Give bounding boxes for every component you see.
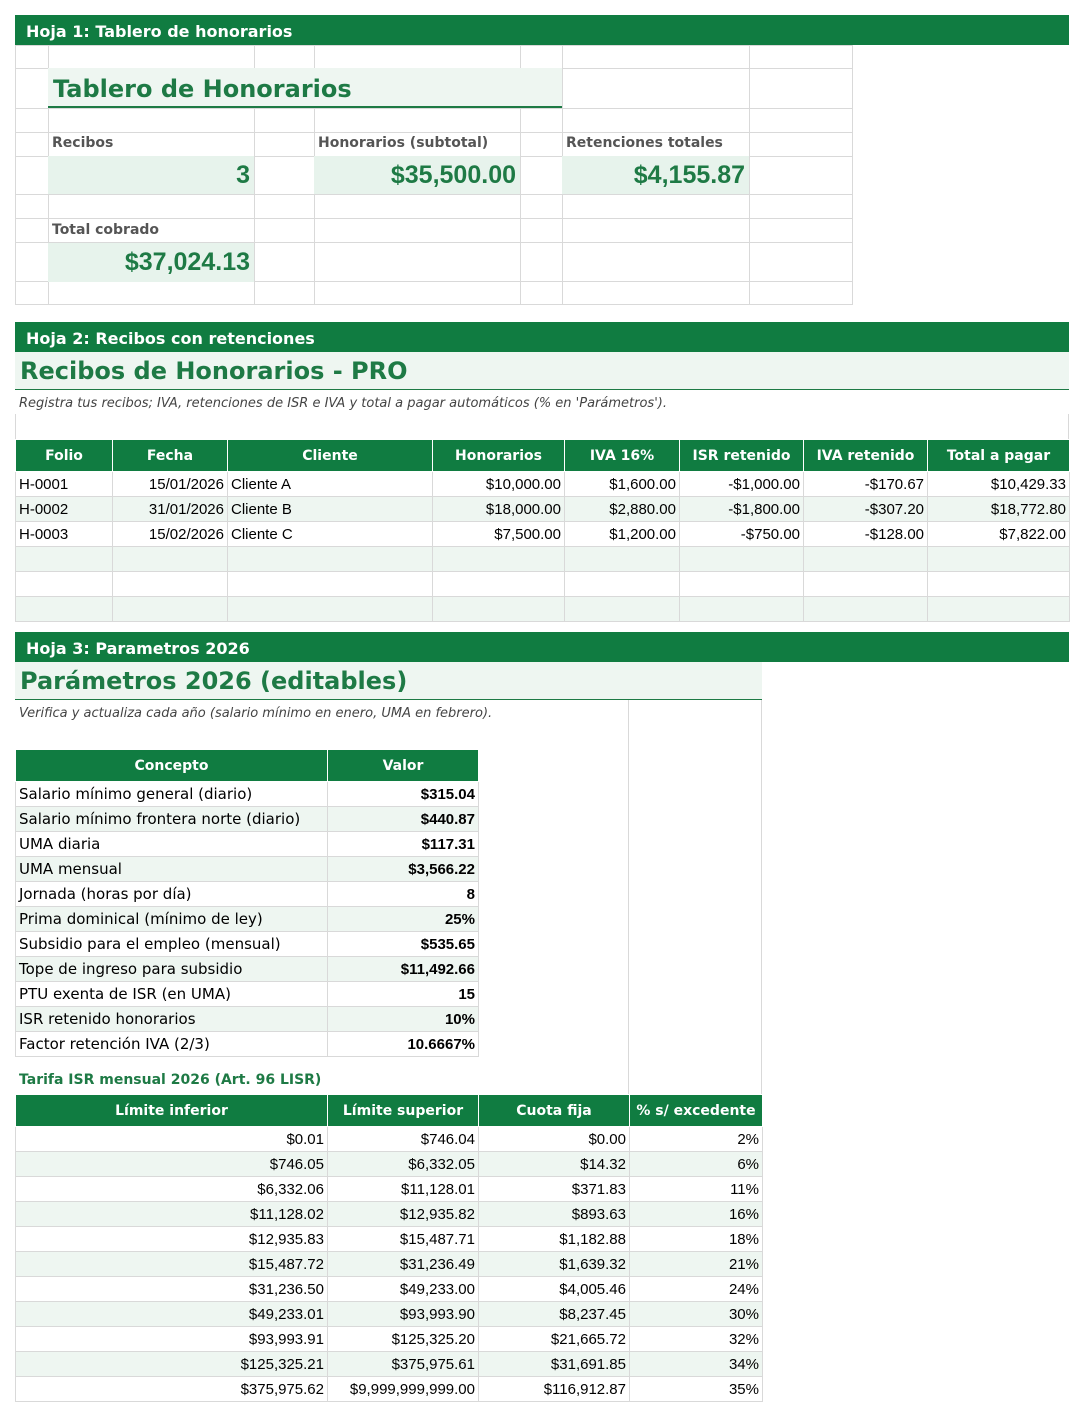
recibo-row-cell[interactable]: [680, 597, 804, 622]
recibos-table: [15, 439, 1070, 622]
tarifa-row-cell[interactable]: $1,182.88: [479, 1227, 630, 1252]
subtotal-label: Honorarios (subtotal): [318, 135, 489, 151]
tarifa-row-cell[interactable]: 6%: [630, 1152, 763, 1177]
recibos-header-1: Fecha: [113, 440, 228, 472]
recibos-value[interactable]: 3: [48, 156, 254, 194]
recibos-header-3: Honorarios: [433, 440, 565, 472]
param-header-0: Concepto: [16, 750, 328, 782]
tarifa-row-cell[interactable]: 11%: [630, 1177, 763, 1202]
param-row: [16, 982, 479, 1007]
param-row: [16, 907, 479, 932]
recibo-row-cell[interactable]: 15/01/2026: [113, 472, 228, 497]
recibos-header-0: Folio: [16, 440, 113, 472]
param-row-cell[interactable]: 10%: [328, 1007, 479, 1032]
param-row: [16, 807, 479, 832]
recibo-row-cell[interactable]: [928, 572, 1070, 597]
tarifa-title: Tarifa ISR mensual 2026 (Art. 96 LISR): [19, 1072, 322, 1088]
param-row: [16, 957, 479, 982]
param-row: [16, 1007, 479, 1032]
recibo-row-cell[interactable]: [680, 572, 804, 597]
param-row-cell[interactable]: Prima dominical (mínimo de ley): [16, 907, 328, 932]
tarifa-row: [16, 1352, 763, 1377]
recibos-note: Registra tus recibos; IVA, retenciones de ISR e IVA y total a pagar automáticos (% en 'Parámetros').: [19, 396, 667, 411]
recibo-row-cell[interactable]: [928, 547, 1070, 572]
param-header-1: Valor: [328, 750, 479, 782]
recibo-row-cell[interactable]: [804, 547, 928, 572]
tarifa-row-cell[interactable]: $12,935.83: [16, 1227, 328, 1252]
tarifa-row-cell[interactable]: $1,639.32: [479, 1252, 630, 1277]
tarifa-row-cell[interactable]: $15,487.72: [16, 1252, 328, 1277]
recibo-row-cell[interactable]: 15/02/2026: [113, 522, 228, 547]
param-row-cell[interactable]: Tope de ingreso para subsidio: [16, 957, 328, 982]
recibo-row: [16, 522, 1070, 547]
tarifa-row-cell[interactable]: $375,975.62: [16, 1377, 328, 1402]
tarifa-row-cell[interactable]: $371.83: [479, 1177, 630, 1202]
tarifa-row-cell[interactable]: $116,912.87: [479, 1377, 630, 1402]
tarifa-row-cell[interactable]: $49,233.01: [16, 1302, 328, 1327]
tarifa-row: [16, 1177, 763, 1202]
sheet2-band: Hoja 2: Recibos con retenciones: [15, 322, 1069, 352]
recibo-row-cell[interactable]: [565, 572, 680, 597]
recibo-row-cell[interactable]: [113, 597, 228, 622]
recibo-row-cell[interactable]: [433, 572, 565, 597]
recibo-row-cell[interactable]: [680, 547, 804, 572]
tarifa-row-cell[interactable]: $0.01: [16, 1127, 328, 1152]
param-row-cell[interactable]: Salario mínimo frontera norte (diario): [16, 807, 328, 832]
parametros-table: [15, 749, 479, 1057]
param-row-cell[interactable]: $11,492.66: [328, 957, 479, 982]
tarifa-row-cell[interactable]: $93,993.91: [16, 1327, 328, 1352]
recibos-gap-row: [15, 414, 1069, 439]
recibo-row-cell[interactable]: [228, 597, 433, 622]
param-row-cell[interactable]: $535.65: [328, 932, 479, 957]
recibo-row-cell[interactable]: H-0002: [16, 497, 113, 522]
tarifa-row: [16, 1327, 763, 1352]
param-row-cell[interactable]: PTU exenta de ISR (en UMA): [16, 982, 328, 1007]
sheet1-band: Hoja 1: Tablero de honorarios: [15, 15, 1069, 45]
tarifa-row-cell[interactable]: $31,691.85: [479, 1352, 630, 1377]
param-row-cell[interactable]: 10.6667%: [328, 1032, 479, 1057]
recibo-row-cell[interactable]: [16, 597, 113, 622]
recibo-row-cell[interactable]: 31/01/2026: [113, 497, 228, 522]
recibos-header-2: Cliente: [228, 440, 433, 472]
param-row: [16, 832, 479, 857]
tarifa-row-cell[interactable]: $11,128.01: [328, 1177, 479, 1202]
recibo-row-cell[interactable]: -$128.00: [804, 522, 928, 547]
tarifa-row-cell[interactable]: $49,233.00: [328, 1277, 479, 1302]
recibo-row-cell[interactable]: [433, 547, 565, 572]
recibo-row: [16, 497, 1070, 522]
recibo-row-cell[interactable]: H-0003: [16, 522, 113, 547]
recibo-row-cell[interactable]: [928, 597, 1070, 622]
tarifa-row-cell[interactable]: 34%: [630, 1352, 763, 1377]
recibo-row-cell[interactable]: [228, 572, 433, 597]
tarifa-row-cell[interactable]: 18%: [630, 1227, 763, 1252]
recibo-row-cell[interactable]: [16, 547, 113, 572]
tarifa-row-cell[interactable]: 21%: [630, 1252, 763, 1277]
recibo-row-cell[interactable]: Cliente B: [228, 497, 433, 522]
recibo-row-cell[interactable]: -$750.00: [680, 522, 804, 547]
tarifa-row-cell[interactable]: $11,128.02: [16, 1202, 328, 1227]
tarifa-row-cell[interactable]: $31,236.49: [328, 1252, 479, 1277]
recibos-header-7: Total a pagar: [928, 440, 1070, 472]
param-row: [16, 882, 479, 907]
tarifa-row-cell[interactable]: $8,237.45: [479, 1302, 630, 1327]
recibo-row-cell[interactable]: [804, 597, 928, 622]
tarifa-row-cell[interactable]: 16%: [630, 1202, 763, 1227]
param-row-cell[interactable]: $440.87: [328, 807, 479, 832]
tarifa-row-cell[interactable]: 35%: [630, 1377, 763, 1402]
tarifa-header-1: Límite superior: [328, 1095, 479, 1127]
recibo-row-cell[interactable]: [228, 547, 433, 572]
recibo-row-cell[interactable]: -$1,000.00: [680, 472, 804, 497]
param-row-cell[interactable]: UMA diaria: [16, 832, 328, 857]
sheet3-band: Hoja 3: Parametros 2026: [15, 632, 1069, 662]
subtotal-value[interactable]: $35,500.00: [314, 156, 520, 194]
param-row-cell[interactable]: 15: [328, 982, 479, 1007]
recibo-row-cell[interactable]: -$1,800.00: [680, 497, 804, 522]
tarifa-row: [16, 1277, 763, 1302]
recibo-row-cell[interactable]: [113, 547, 228, 572]
tarifa-row-cell[interactable]: 32%: [630, 1327, 763, 1352]
tarifa-row-cell[interactable]: 2%: [630, 1127, 763, 1152]
recibos-title: Recibos de Honorarios - PRO: [15, 352, 1069, 390]
param-row: [16, 932, 479, 957]
dashboard-title: Tablero de Honorarios: [48, 68, 562, 108]
tarifa-row-cell[interactable]: $12,935.82: [328, 1202, 479, 1227]
param-row: [16, 1032, 479, 1057]
tarifa-row: [16, 1302, 763, 1327]
recibo-row-cell[interactable]: -$170.67: [804, 472, 928, 497]
param-row-cell[interactable]: ISR retenido honorarios: [16, 1007, 328, 1032]
recibo-row: [16, 547, 1070, 572]
tarifa-row-cell[interactable]: $0.00: [479, 1127, 630, 1152]
tarifa-row-cell[interactable]: $15,487.71: [328, 1227, 479, 1252]
tarifa-row: [16, 1202, 763, 1227]
recibo-row-cell[interactable]: $2,880.00: [565, 497, 680, 522]
recibos-label: Recibos: [52, 135, 114, 151]
tarifa-row-cell[interactable]: $14.32: [479, 1152, 630, 1177]
recibos-header-4: IVA 16%: [565, 440, 680, 472]
param-row-cell[interactable]: UMA mensual: [16, 857, 328, 882]
recibo-row-cell[interactable]: $7,500.00: [433, 522, 565, 547]
recibo-row-cell[interactable]: Cliente A: [228, 472, 433, 497]
tarifa-header-3: % s/ excedente: [630, 1095, 763, 1127]
param-row-cell[interactable]: Factor retención IVA (2/3): [16, 1032, 328, 1057]
recibo-row-cell[interactable]: [16, 572, 113, 597]
recibo-row-cell[interactable]: [565, 547, 680, 572]
tarifa-row-cell[interactable]: $125,325.20: [328, 1327, 479, 1352]
recibos-header-5: ISR retenido: [680, 440, 804, 472]
parametros-note: Verifica y actualiza cada año (salario mínimo en enero, UMA en febrero).: [19, 706, 493, 721]
parametros-title: Parámetros 2026 (editables): [15, 662, 762, 700]
parametros-right-grid: [478, 700, 762, 1095]
tarifa-row-cell[interactable]: $746.05: [16, 1152, 328, 1177]
param-row-cell[interactable]: $3,566.22: [328, 857, 479, 882]
param-row-cell[interactable]: 25%: [328, 907, 479, 932]
tarifa-row-cell[interactable]: $4,005.46: [479, 1277, 630, 1302]
param-row: [16, 857, 479, 882]
tarifa-row: [16, 1252, 763, 1277]
tarifa-row: [16, 1377, 763, 1402]
recibo-row-cell[interactable]: $1,600.00: [565, 472, 680, 497]
param-row-cell[interactable]: $315.04: [328, 782, 479, 807]
tarifa-row-cell[interactable]: $6,332.05: [328, 1152, 479, 1177]
tarifa-row: [16, 1152, 763, 1177]
recibo-row-cell[interactable]: [433, 597, 565, 622]
tarifa-row-cell[interactable]: $6,332.06: [16, 1177, 328, 1202]
recibo-row-cell[interactable]: $18,000.00: [433, 497, 565, 522]
recibo-row-cell[interactable]: [804, 572, 928, 597]
recibo-row-cell[interactable]: [113, 572, 228, 597]
tarifa-row: [16, 1127, 763, 1152]
tarifa-row-cell[interactable]: $893.63: [479, 1202, 630, 1227]
tarifa-row: [16, 1227, 763, 1252]
total-value[interactable]: $37,024.13: [48, 243, 254, 282]
tarifa-header-2: Cuota fija: [479, 1095, 630, 1127]
tarifa-row-cell[interactable]: $9,999,999,999.00: [328, 1377, 479, 1402]
recibo-row: [16, 597, 1070, 622]
tarifa-row-cell[interactable]: $746.04: [328, 1127, 479, 1152]
tarifa-table: [15, 1094, 763, 1402]
recibo-row-cell[interactable]: $10,000.00: [433, 472, 565, 497]
retenciones-value[interactable]: $4,155.87: [562, 156, 749, 194]
param-row-cell[interactable]: Subsidio para el empleo (mensual): [16, 932, 328, 957]
total-label: Total cobrado: [52, 222, 160, 238]
param-row-cell[interactable]: Salario mínimo general (diario): [16, 782, 328, 807]
recibo-row-cell[interactable]: $18,772.80: [928, 497, 1070, 522]
param-row-cell[interactable]: 8: [328, 882, 479, 907]
tarifa-row-cell[interactable]: $375,975.61: [328, 1352, 479, 1377]
param-row-cell[interactable]: Jornada (horas por día): [16, 882, 328, 907]
recibo-row-cell[interactable]: $10,429.33: [928, 472, 1070, 497]
tarifa-row-cell[interactable]: $125,325.21: [16, 1352, 328, 1377]
tarifa-row-cell[interactable]: 30%: [630, 1302, 763, 1327]
recibo-row-cell[interactable]: H-0001: [16, 472, 113, 497]
tarifa-header-0: Límite inferior: [16, 1095, 328, 1127]
param-row: [16, 782, 479, 807]
tarifa-row-cell[interactable]: $93,993.90: [328, 1302, 479, 1327]
param-row-cell[interactable]: $117.31: [328, 832, 479, 857]
recibo-row: [16, 572, 1070, 597]
recibo-row: [16, 472, 1070, 497]
tarifa-row-cell[interactable]: $31,236.50: [16, 1277, 328, 1302]
recibo-row-cell[interactable]: [565, 597, 680, 622]
recibo-row-cell[interactable]: Cliente C: [228, 522, 433, 547]
recibos-header-6: IVA retenido: [804, 440, 928, 472]
tarifa-row-cell[interactable]: $21,665.72: [479, 1327, 630, 1352]
recibo-row-cell[interactable]: $7,822.00: [928, 522, 1070, 547]
tarifa-row-cell[interactable]: 24%: [630, 1277, 763, 1302]
recibo-row-cell[interactable]: $1,200.00: [565, 522, 680, 547]
retenciones-label: Retenciones totales: [566, 135, 723, 151]
recibo-row-cell[interactable]: -$307.20: [804, 497, 928, 522]
